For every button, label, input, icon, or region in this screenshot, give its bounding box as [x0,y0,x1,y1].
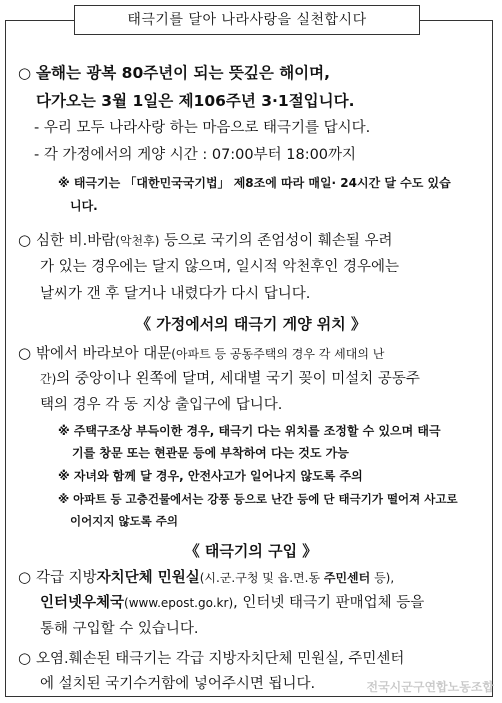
section4-line2: 인터넷우체국(www.epost.go.kr), 인터넷 태극기 판매업체 등을 [40,595,425,611]
watermark: 전국시군구연합노동조합 [366,680,494,694]
section3-line2: 간)의 중앙이나 왼쪽에 달며, 세대별 국기 꽂이 미설치 공동주 [40,371,420,387]
bullet-icon: ○ [18,649,32,667]
section1-note-line1: ※ 태극기는 「대한민국국기법」 제8조에 따라 매일· 24시간 달 수도 있습 [58,176,451,190]
bullet-icon: ○ [18,568,32,586]
section1-line2: 다가오는 3월 1일은 제106주년 3·1절입니다. [36,92,355,110]
section3-note2: ※ 자녀와 함께 달 경우, 안전사고가 일어나지 않도록 주의 [58,469,363,483]
heading-location: 《 가정에서의 태극기 게양 위치 》 [136,315,366,333]
section1-line1: ○ 올해는 광복 80주년이 되는 뜻깊은 해이며, [18,64,331,82]
section5-line2: 에 설치된 국기수거함에 넣어주시면 됩니다. [40,676,316,692]
bullet-icon: ○ [18,64,32,82]
bullet-icon: ○ [18,344,32,362]
section4-line3: 통해 구입할 수 있습니다. [40,621,199,637]
section3-note1-line1: ※ 주택구조상 부득이한 경우, 태극기 다는 위치를 조정할 수 있으며 태극 [58,424,441,438]
section2-line3: 날씨가 갠 후 달거나 내렸다가 다시 답니다. [40,286,311,302]
section3-note3-line1: ※ 아파트 등 고층건물에서는 강풍 등으로 난간 등에 단 태극기가 떨어져 사고로 [58,492,458,506]
section3-note3-line2: 이어지지 않도록 주의 [70,514,178,528]
heading-purchase: 《 태극기의 구입 》 [184,542,318,560]
section2-line1: ○ 심한 비.바람(악천후) 등으로 국기의 존엄성이 훼손될 우려 [18,231,393,249]
bullet-icon: ○ [18,231,32,249]
section3-line1: ○ 밖에서 바라보아 대문(아파트 등 공동주택의 경우 각 세대의 난 [18,344,385,362]
section2-line2: 가 있는 경우에는 달지 않으며, 일시적 악천후인 경우에는 [40,259,400,275]
section5-line1: ○ 오염.훼손된 태극기는 각급 지방자치단체 민원실, 주민센터 [18,649,405,667]
page-title: 태극기를 달아 나라사랑을 실천합시다 [74,5,420,35]
section1-dash2: - 각 가정에서의 게양 시간 : 07:00부터 18:00까지 [34,147,357,163]
section3-line3: 택의 경우 각 동 지상 출입구에 답니다. [40,397,283,413]
section1-dash1: - 우리 모두 나라사랑 하는 마음으로 태극기를 답시다. [34,120,371,136]
section3-note1-line2: 기를 창문 또는 현관문 등에 부착하여 다는 것도 가능 [72,446,349,460]
section4-line1: ○ 각급 지방자치단체 민원실(시.군.구청 및 읍.면.동 주민센터 등), [18,568,395,586]
section1-note-line2: 니다. [70,199,98,213]
